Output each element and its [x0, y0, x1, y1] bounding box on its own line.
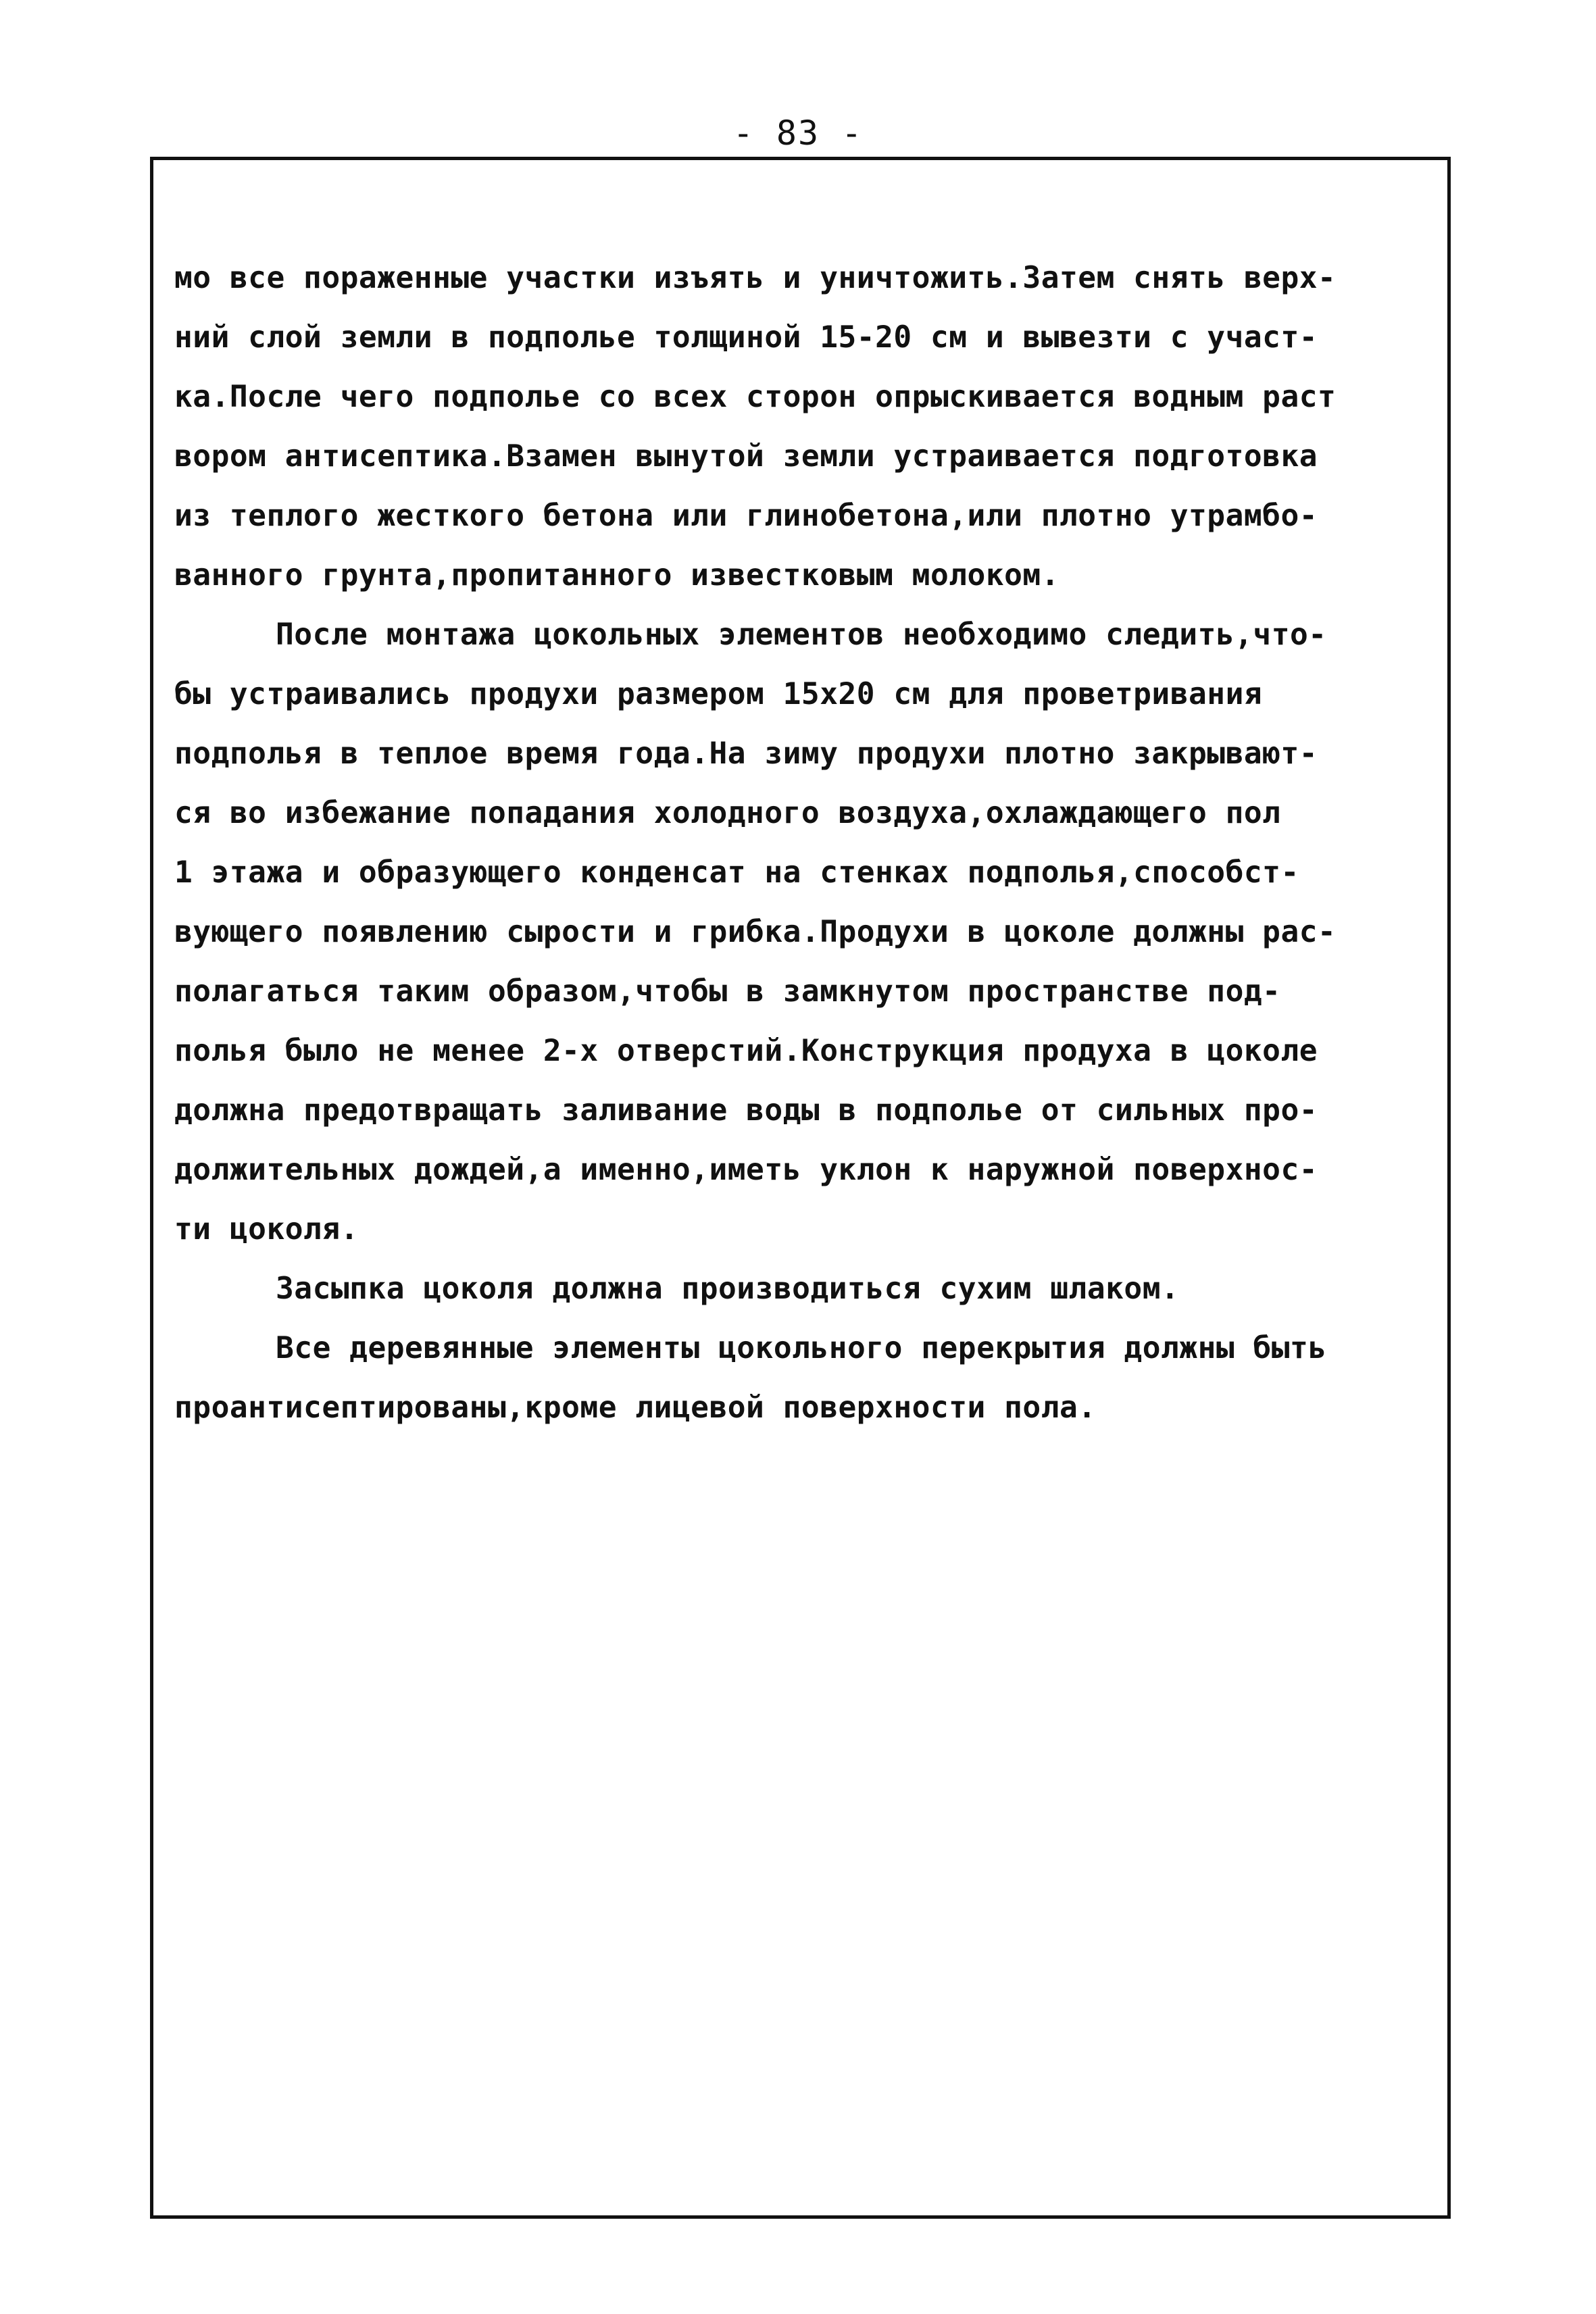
paragraph-start-line: Все деревянные элементы цокольного перекрытия должны быть	[276, 1331, 1327, 1365]
text-line: ка.После чего подполье со всех сторон опрыскивается водным раст	[174, 380, 1337, 414]
paragraph-start-line: Засыпка цоколя должна производиться сухим шлаком.	[276, 1272, 1180, 1306]
paragraph-start-line: После монтажа цокольных элементов необходимо следить,что-	[276, 618, 1327, 652]
text-line: полагаться таким образом,чтобы в замкнутом пространстве под-	[174, 974, 1281, 1009]
text-line: из теплого жесткого бетона или глинобетона,или плотно утрамбо-	[174, 499, 1318, 533]
text-line: ся во избежание попадания холодного воздуха,охлаждающего пол	[174, 796, 1281, 830]
text-line: вующего появлению сырости и грибка.Продухи в цоколе должны рас-	[174, 915, 1337, 949]
text-line: ний слой земли в подполье толщиной 15-20 см и вывезти с участ-	[174, 320, 1318, 355]
text-line: бы устраивались продухи размером 15х20 см для проветривания	[174, 677, 1263, 711]
text-line: ванного грунта,пропитанного известковым молоком.	[174, 558, 1059, 593]
text-line: 1 этажа и образующего конденсат на стенках подполья,способст-	[174, 855, 1299, 890]
text-line: ти цоколя.	[174, 1212, 359, 1247]
text-line: должна предотвращать заливание воды в подполье от сильных про-	[174, 1093, 1318, 1128]
text-line: должительных дождей,а именно,иметь уклон к наружной поверхнос-	[174, 1153, 1318, 1187]
document-body	[174, 249, 1445, 1438]
text-line: полья было не менее 2-х отверстий.Конструкция продуха в цоколе	[174, 1034, 1318, 1068]
text-line: вором антисептика.Взамен вынутой земли устраивается подготовка	[174, 439, 1318, 474]
text-line: проантисептированы,кроме лицевой поверхности пола.	[174, 1390, 1097, 1425]
text-line: подполья в теплое время года.На зиму продухи плотно закрывают-	[174, 736, 1318, 771]
text-line: мо все пораженные участки изъять и уничтожить.Затем снять верх-	[174, 261, 1337, 295]
page-number: - 83 -	[732, 114, 864, 153]
